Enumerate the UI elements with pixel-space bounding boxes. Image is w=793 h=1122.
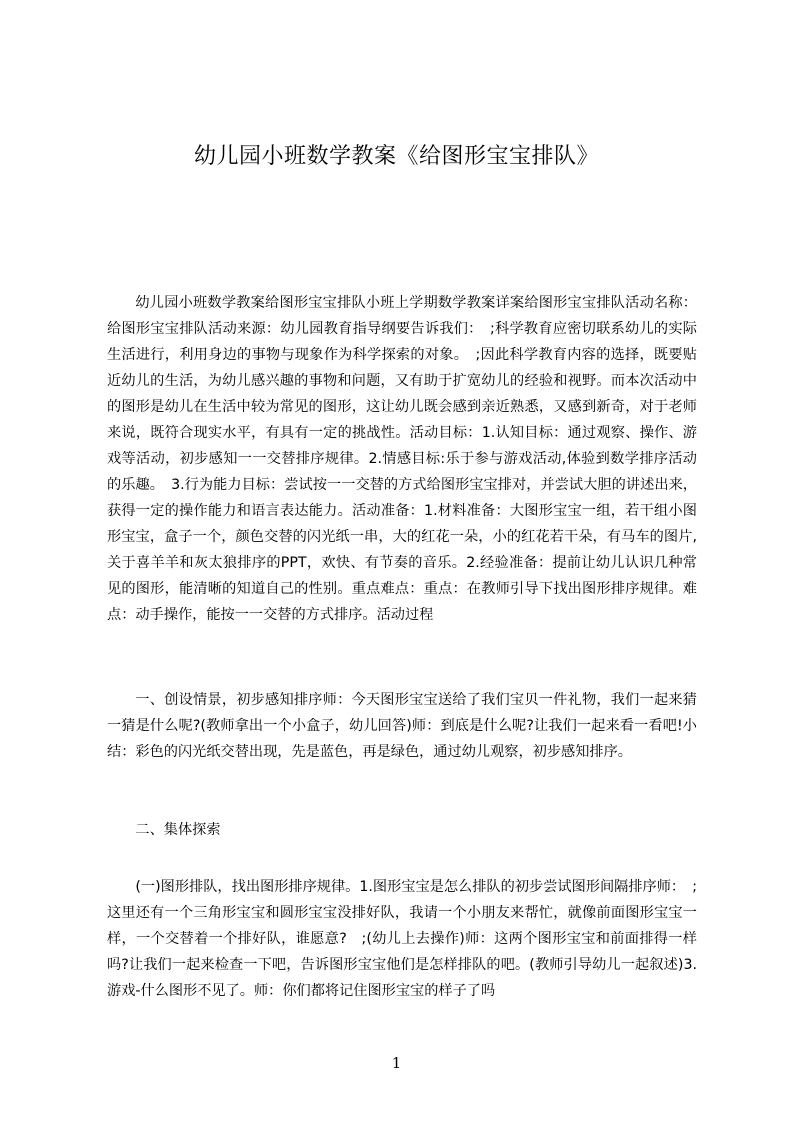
paragraph-activity-overview: 幼儿园小班数学教案给图形宝宝排队小班上学期数学教案详案给图形宝宝排队活动名称：给图形宝宝排队活动来源：幼儿园教育指导纲要告诉我们： ;科学教育应密切联系幼儿的实际生活进行，利用身边的事物与现象作为科学探索的对象。 ;因此科学教育内容的选择，既要贴近幼儿的生活，为幼儿感兴趣的事物和问题，又有助于扩宽幼儿的经验和视野。而本次活动中的图形是幼儿在生活中较为常见的图形，这让幼儿既会感到亲近熟悉，又感到新奇，对于老师来说，既符合现实水平，有具有一定的挑战性。活动目标：1.认知目标：通过观察、操作、游戏等活动，初步感知一一交替排序规律。2.情感目标:乐于参与游戏活动,体验到数学排序活动的乐趣。 3.行为能力目标：尝试按一一交替的方式给图形宝宝排对，并尝试大胆的讲述出来，获得一定的操作能力和语言表达能力。活动准备：1.材料准备：大图形宝宝一组，若干组小图形宝宝，盒子一个，颜色交替的闪光纸一串，大的红花一朵，小的红花若干朵，有马车的图片,关于喜羊羊和灰太狼排序的PPT，欢快、有节奏的音乐。2.经验准备：提前让幼儿认识几种常见的图形，能清晰的知道自己的性别。重点难点：重点：在教师引导下找出图形排序规律。难点：动手操作，能按一一交替的方式排序。活动过程 xyxy=(107,295,697,623)
page-title: 幼儿园小班数学教案《给图形宝宝排队》 xyxy=(193,144,599,169)
paragraph-section-two-one: (一)图形排队，找出图形排序规律。1.图形宝宝是怎么排队的初步尝试图形间隔排序师： ;这里还有一个三角形宝宝和圆形宝宝没排好队，我请一个小朋友来帮忙，就像前面图形宝宝一样，一个交替着一个排好队，谁愿意? ;(幼儿上去操作)师：这两个图形宝宝和前面排得一样吗?让我们一起来检查一下吧，告诉图形宝宝他们是怎样排队的吧。(教师引导幼儿一起叙述)3.游戏-什么图形不见了。师：你们都将记住图形宝宝的样子了吗 xyxy=(107,879,697,999)
paragraph-section-one: 一、创设情景，初步感知排序师：今天图形宝宝送给了我们宝贝一件礼物，我们一起来猜一猜是什么呢?(教师拿出一个小盒子，幼儿回答)师：到底是什么呢?让我们一起来看一看吧!小结：彩色的闪光纸交替出现，先是蓝色，再是绿色，通过幼儿观察，初步感知排序。 xyxy=(107,692,697,760)
page-number: 1 xyxy=(391,1054,402,1072)
section-heading-two: 二、集体探索 xyxy=(135,822,221,838)
